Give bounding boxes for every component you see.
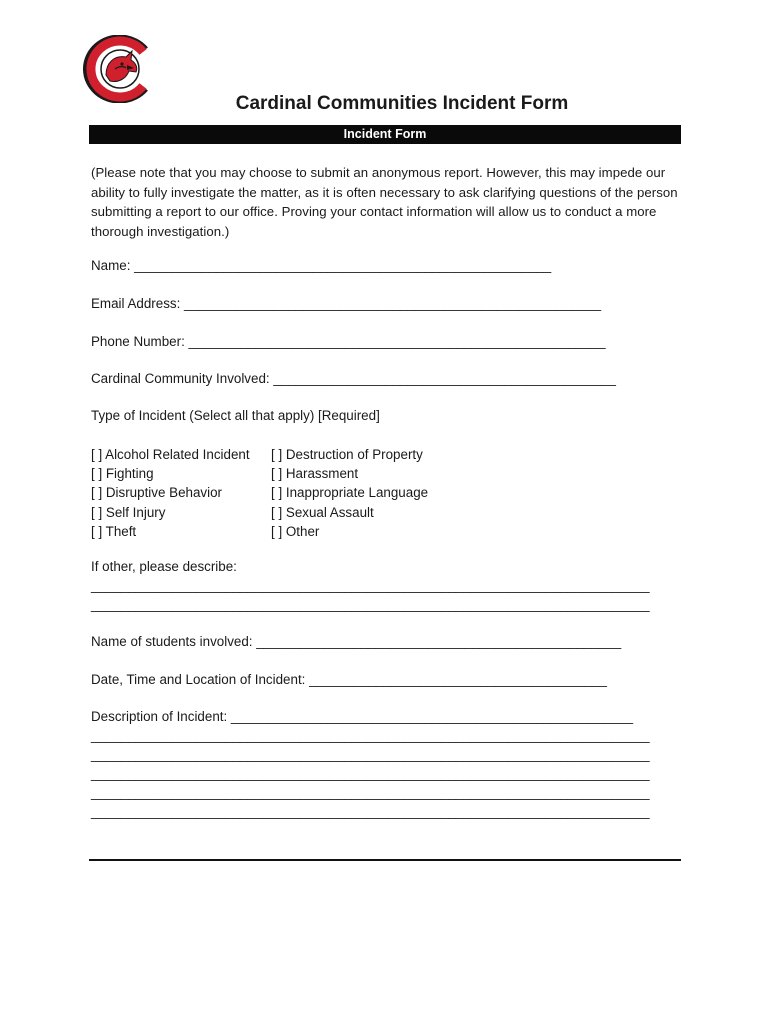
other-label: If other, please describe: — [91, 559, 237, 574]
checkbox-theft[interactable]: [ ] Theft — [91, 523, 137, 539]
incident-types-right — [271, 445, 428, 541]
checkbox-harassment[interactable]: [ ] Harassment — [271, 466, 359, 482]
other-line[interactable]: ___________________________________________________________________________ — [91, 597, 650, 612]
checkbox-alcohol[interactable]: [ ] Alcohol Related Incident — [91, 447, 250, 462]
incident-type-label: Type of Incident (Select all that apply) [Required] — [91, 408, 380, 423]
checkbox-destruction[interactable]: [ ] Destruction of Property — [271, 447, 423, 462]
description-line[interactable]: ___________________________________________________________________________ — [91, 728, 650, 743]
checkbox-language[interactable]: [ ] Inappropriate Language — [271, 485, 429, 501]
checkbox-sexual-assault[interactable]: [ ] Sexual Assault — [271, 504, 374, 520]
students-field[interactable]: Name of students involved: _________________________________________________ — [91, 634, 622, 649]
description-line[interactable]: ___________________________________________________________________________ — [91, 747, 650, 762]
description-field[interactable]: Description of Incident: ______________________________________________________ — [91, 709, 634, 724]
name-field[interactable]: Name: ________________________________________________________ — [91, 258, 552, 273]
description-line[interactable]: ___________________________________________________________________________ — [91, 804, 650, 819]
section-banner: Incident Form — [89, 125, 681, 144]
community-field[interactable]: Cardinal Community Involved: ______________________________________________ — [91, 371, 616, 386]
incident-types-left — [91, 445, 250, 541]
bottom-divider — [89, 859, 681, 861]
form-title: Cardinal Communities Incident Form — [235, 93, 569, 114]
checkbox-disruptive[interactable]: [ ] Disruptive Behavior — [91, 485, 222, 501]
email-field[interactable]: Email Address: ________________________________________________________ — [91, 296, 602, 311]
checkbox-fighting[interactable]: [ ] Fighting — [91, 466, 154, 482]
datetime-field[interactable]: Date, Time and Location of Incident: ________________________________________ — [91, 672, 607, 687]
checkbox-self-injury[interactable]: [ ] Self Injury — [91, 504, 166, 520]
other-line[interactable]: ___________________________________________________________________________ — [91, 578, 650, 593]
description-line[interactable]: ___________________________________________________________________________ — [91, 785, 650, 800]
checkbox-other[interactable]: [ ] Other — [271, 523, 320, 539]
description-line[interactable]: ___________________________________________________________________________ — [91, 766, 650, 781]
anonymity-note: (Please note that you may choose to submit an anonymous report. However, this may impede our ability to fully investigate the matter, as it is often necessary to ask clarifying questions of the person submitting a report to our office. Proving your contact information will allow us to conduct a more thorough investigation.) — [91, 165, 678, 239]
phone-field[interactable]: Phone Number: ________________________________________________________ — [91, 334, 606, 349]
